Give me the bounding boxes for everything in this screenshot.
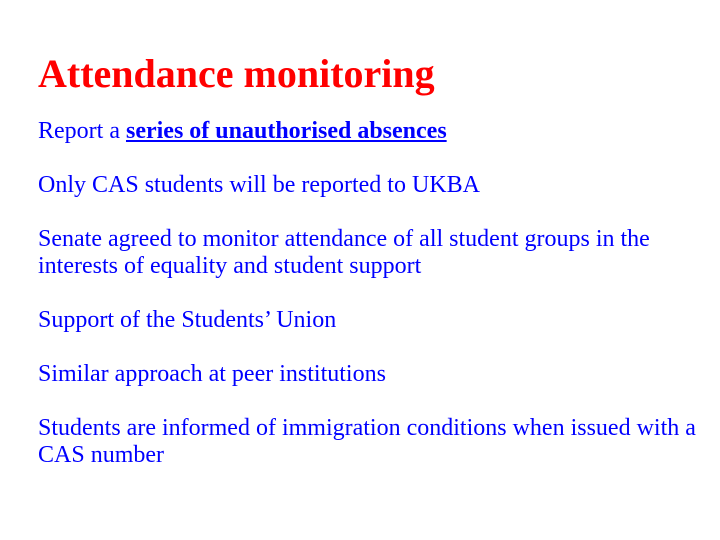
paragraph-union-support: Support of the Students’ Union <box>38 307 337 333</box>
paragraph-report-prefix: Report a <box>38 118 126 144</box>
paragraph-cas-reporting: Only CAS students will be reported to UKBA <box>38 172 480 198</box>
unauthorised-absences-link[interactable]: series of unauthorised absences <box>125 118 447 144</box>
slide-body <box>38 118 698 496</box>
paragraph-peer-institutions: Similar approach at peer institutions <box>38 361 386 387</box>
paragraph-senate-agreement: Senate agreed to monitor attendance of all student groups in the interests of equality and student support <box>38 226 650 279</box>
paragraph-immigration-conditions: Students are informed of immigration conditions when issued with a CAS number <box>38 415 696 468</box>
slide-title: Attendance monitoring <box>38 51 435 96</box>
paragraph-report <box>38 118 698 145</box>
